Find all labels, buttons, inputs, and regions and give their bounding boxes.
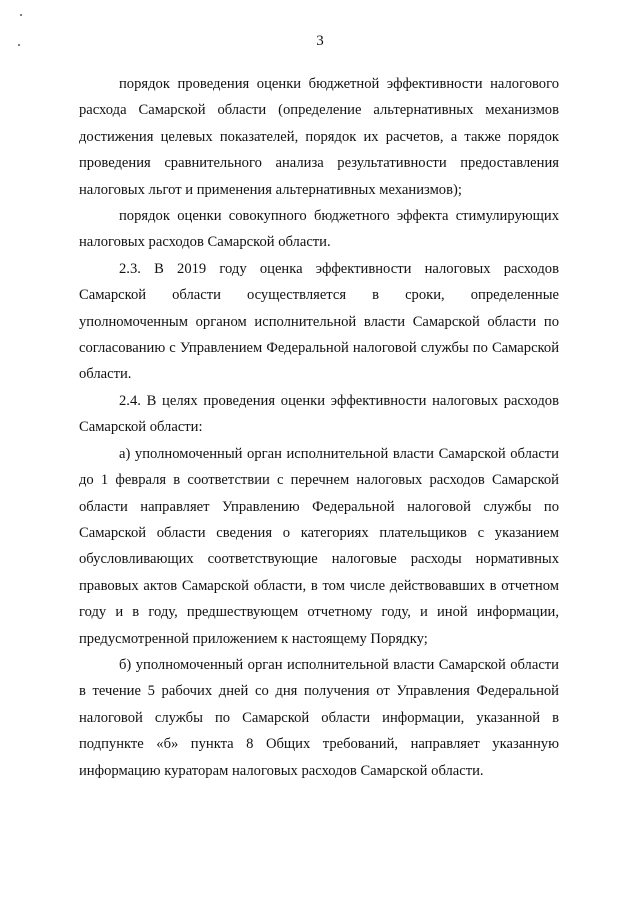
scan-artifact-dot — [20, 14, 22, 16]
paragraph-cumulative-effect-procedure: порядок оценки совокупного бюджетного эффекта стимулирующих налоговых расходов Самарской области. — [79, 208, 559, 251]
paragraph-2-4-b: б) уполномоченный орган исполнительной власти Самарской области в течение 5 рабочих дней со дня получения от Управления Федеральной налоговой службы по Самарской области информации, указанной в подпункте «б» пункта 8 Общих требований, направляет указанную информацию кураторам налоговых расходов Самарской области. — [79, 656, 559, 779]
paragraph-2-3: 2.3. В 2019 году оценка эффективности налоговых расходов Самарской области осуществляется в сроки, определенные уполномоченным органом исполнительной власти Самарской области по согласованию с Управлением Федеральной налоговой службы по Самарской области. — [79, 260, 559, 383]
document-body — [79, 71, 559, 784]
page-number: 3 — [316, 33, 324, 49]
paragraph-2-4-a: а) уполномоченный орган исполнительной власти Самарской области до 1 февраля в соответствии с перечнем налоговых расходов Самарской области направляет Управлению Федеральной налоговой службы по Самарской области сведения о категориях плательщиков с указанием обусловливающих соответствующие налоговые расходы нормативных правовых актов Самарской области, в том числе действовавших в отчетном году и в году, предшествующем отчетному году, и иной информации, предусмотренной приложением к настоящему Порядку; — [79, 445, 559, 647]
paragraph-2-4: 2.4. В целях проведения оценки эффективности налоговых расходов Самарской области: — [79, 392, 559, 436]
paragraph-budget-efficiency-procedure: порядок проведения оценки бюджетной эффективности налогового расхода Самарской области (определение альтернативных механизмов достижения целевых показателей, порядок их расчетов, а также порядок проведения сравнительного анализа результативности предоставления налоговых льгот и применения альтернативных механизмов); — [79, 76, 559, 198]
